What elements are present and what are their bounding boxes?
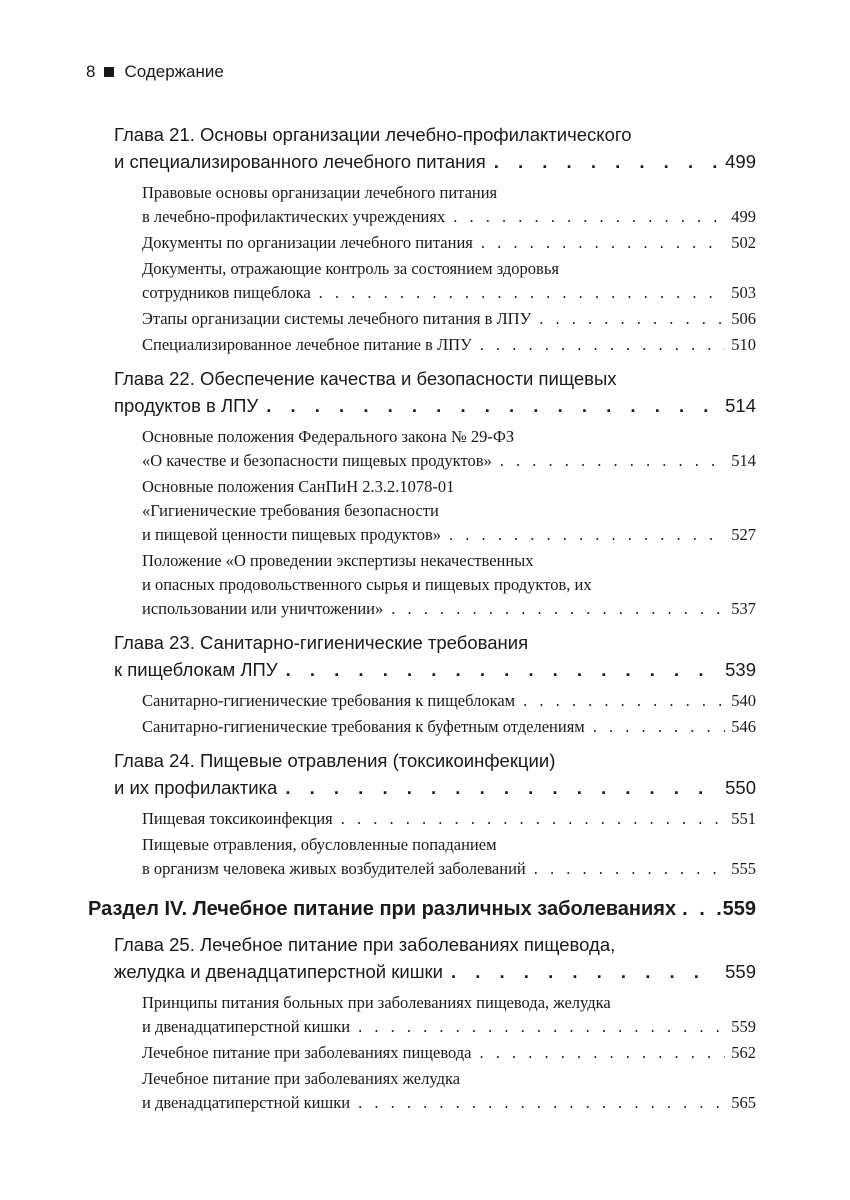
page-ref: 514 — [725, 395, 756, 416]
square-bullet-icon — [104, 67, 114, 77]
page-ref: 565 — [731, 1093, 756, 1112]
page-ref: 539 — [725, 659, 756, 680]
page-ref: 559 — [725, 961, 756, 982]
page-ref: 559 — [731, 1017, 756, 1036]
page-ref: 537 — [731, 599, 756, 618]
toc-section-entry[interactable]: Пищевая токсикоинфекция . . . 551 — [142, 807, 756, 831]
page-number: 8 — [86, 62, 96, 81]
toc-section-entry[interactable]: Принципы питания больных при заболеваниях пищевода, желудка и двенадцатиперстной кишки . . . 559 — [142, 991, 756, 1039]
toc-section-entry[interactable]: Лечебное питание при заболеваниях желудка и двенадцатиперстной кишки . . . 565 — [142, 1067, 756, 1115]
chapter-24-entry[interactable] — [114, 747, 756, 801]
part-4-entry[interactable] — [88, 895, 756, 923]
part-title: Раздел IV. Лечебное питание при различных заболеваниях — [88, 898, 677, 920]
page-ref: 527 — [731, 525, 756, 544]
toc-section-entry[interactable]: Документы по организации лечебного питания . . . 502 — [142, 231, 756, 255]
chapter-title-line: Глава 25. Лечебное питание при заболеваниях пищевода, — [114, 934, 616, 955]
page-ref: 510 — [731, 335, 756, 354]
toc-section-entry[interactable]: Документы, отражающие контроль за состоянием здоровья сотрудников пищеблока . . . 503 — [142, 257, 756, 305]
page-ref: 514 — [731, 451, 756, 470]
toc-section-entry[interactable]: Положение «О проведении экспертизы некачественных и опасных продовольственного сырья и пищевых продуктов, их использовании или уничтожении» . . . 537 — [142, 549, 756, 621]
toc-section-entry[interactable]: Пищевые отравления, обусловленные попаданием в организм человека живых возбудителей заболеваний . . . 555 — [142, 833, 756, 881]
toc-section-entry[interactable]: Санитарно-гигиенические требования к буфетным отделениям . . . 546 — [142, 715, 756, 739]
page-ref: 540 — [731, 691, 756, 710]
toc-section-entry[interactable]: Специализированное лечебное питание в ЛПУ . . . 510 — [142, 333, 756, 357]
chapter-title-line: Глава 24. Пищевые отравления (токсикоинфекции) — [114, 750, 556, 771]
chapter-22-entry[interactable] — [114, 365, 756, 419]
chapter-title-line: и их профилактика — [114, 777, 278, 798]
chapter-title-line: Глава 22. Обеспечение качества и безопасности пищевых — [114, 368, 617, 389]
chapter-title-line: к пищеблокам ЛПУ — [114, 659, 278, 680]
chapter-title-line: Глава 21. Основы организации лечебно-профилактического — [114, 124, 632, 145]
toc-section-entry[interactable]: Санитарно-гигиенические требования к пищеблокам . . . 540 — [142, 689, 756, 713]
chapter-21-entry[interactable] — [114, 121, 756, 175]
page-ref: 506 — [731, 309, 756, 328]
running-title: Содержание — [124, 62, 224, 81]
page-ref: 503 — [731, 283, 756, 302]
page-ref: 550 — [725, 777, 756, 798]
chapter-title-line: продуктов в ЛПУ — [114, 395, 259, 416]
toc-section-entry[interactable]: Лечебное питание при заболеваниях пищевода . . . 562 — [142, 1041, 756, 1065]
toc-section-entry[interactable]: Основные положения Федерального закона № 29-ФЗ «О качестве и безопасности пищевых продуктов» . . . 514 — [142, 425, 756, 473]
toc-section-entry[interactable]: Основные положения СанПиН 2.3.2.1078-01 «Гигиенические требования безопасности и пищевой ценности пищевых продуктов» . . . 527 — [142, 475, 756, 547]
page-ref: 559 — [722, 898, 756, 920]
toc-section-entry[interactable]: Правовые основы организации лечебного питания в лечебно-профилактических учреждениях . . . 499 — [142, 181, 756, 229]
page-ref: 502 — [731, 233, 756, 252]
page-ref: 499 — [731, 207, 756, 226]
page-ref: 562 — [731, 1043, 756, 1062]
page-ref: 555 — [731, 859, 756, 878]
chapter-title-line: и специализированного лечебного питания — [114, 151, 486, 172]
chapter-25-entry[interactable] — [114, 931, 756, 985]
page-ref: 551 — [731, 809, 756, 828]
table-of-contents — [88, 121, 756, 1115]
running-header — [86, 62, 224, 82]
chapter-23-entry[interactable] — [114, 629, 756, 683]
chapter-title-line: Глава 23. Санитарно-гигиенические требования — [114, 632, 529, 653]
page-ref: 499 — [725, 151, 756, 172]
chapter-title-line: желудка и двенадцатиперстной кишки — [114, 961, 443, 982]
toc-section-entry[interactable]: Этапы организации системы лечебного питания в ЛПУ . . . 506 — [142, 307, 756, 331]
page-ref: 546 — [731, 717, 756, 736]
